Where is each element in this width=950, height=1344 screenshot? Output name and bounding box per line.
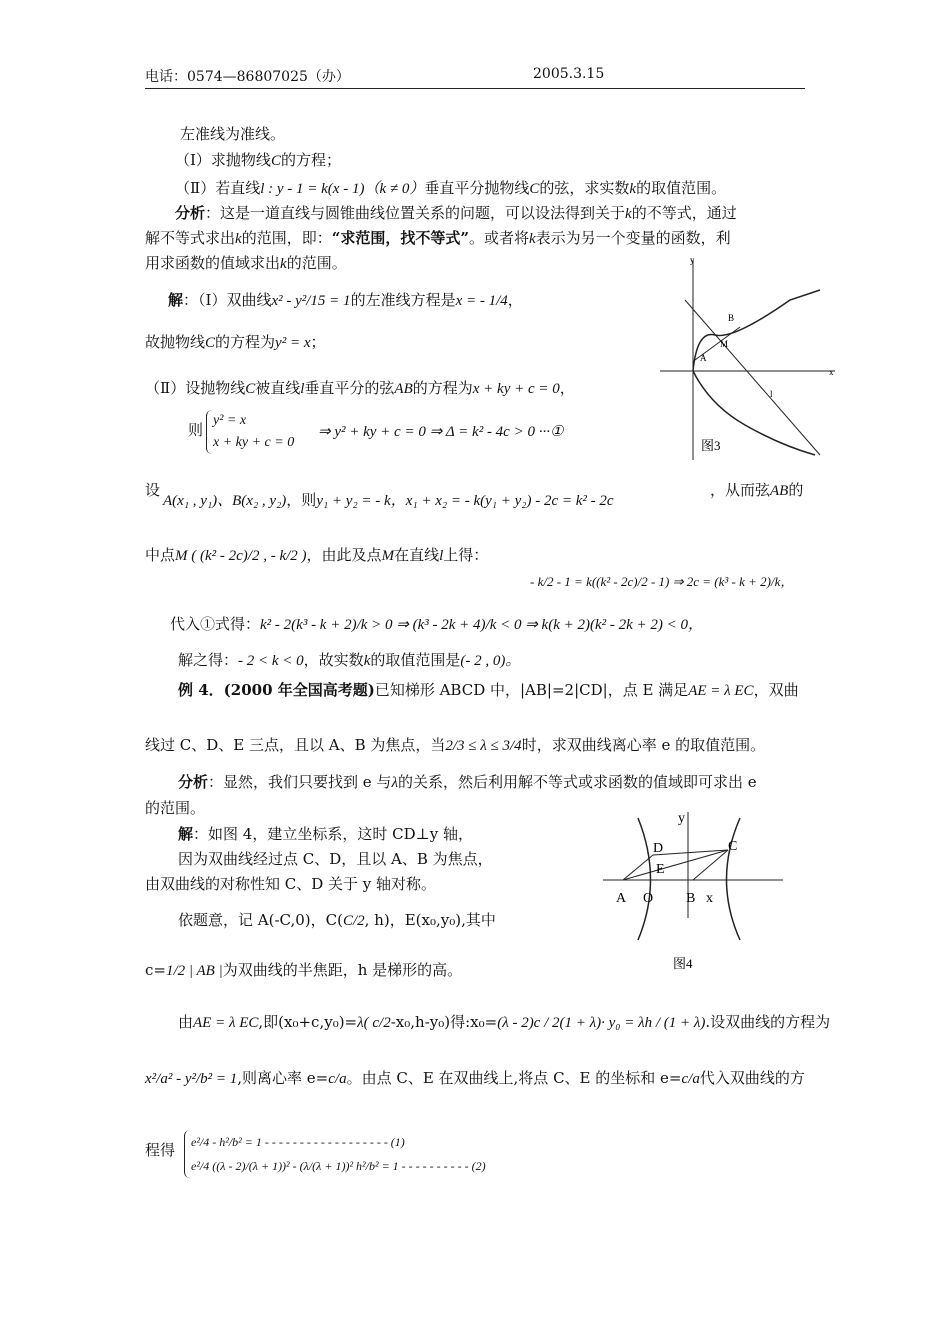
equation-system-2: e²/4 - h²/b² = 1 - - - - - - - - - - - - - - - - - - (1) e²/4 ((λ - 2)/(λ + 1))² - (λ/(λ + 1))² h²/b² = 1 - - - - - - - - - - (2) (184, 1130, 486, 1178)
text-line: （Ⅱ）若直线l : y - 1 = k(x - 1)（k ≠ 0）垂直平分抛物线C的弦，求实数k的取值范围。 (175, 179, 727, 197)
text-line: 解：如图 4，建立坐标系，这时 CD⊥y 轴， (178, 825, 473, 843)
fig4-label-y: y (678, 811, 685, 826)
text-line: 故抛物线C的方程为y² = x； (145, 333, 326, 351)
math-line-eq: l : y - 1 = k(x - 1)（k ≠ 0） (260, 181, 425, 197)
page-header (145, 66, 805, 89)
text-line: 程得 (145, 1141, 176, 1159)
text-line: 线过 C、D、E 三点，且以 A、B 为焦点，当2/3 ≤ λ ≤ 3/4时，求双曲线离心率 e 的取值范围。 (145, 736, 766, 754)
fig4-label-B: B (686, 891, 696, 906)
math-hyperbola: x² - y²/15 = 1 (271, 293, 351, 309)
text-line: 因为双曲线经过点 C、D，且以 A、B 为焦点， (178, 850, 493, 868)
text-line: ，从而弦AB的 (710, 481, 804, 499)
text-line: 解之得：- 2 < k < 0，故实数k的取值范围是(- 2 , 0)。 (178, 651, 521, 669)
text-line: 解：（Ⅰ）双曲线x² - y²/15 = 1的左准线方程是x = - 1/4， (168, 291, 523, 309)
fig4-label-O: O (643, 891, 654, 906)
text-line: 分析：这是一道直线与圆锥曲线位置关系的问题，可以设法得到关于k的不等式，通过 (175, 204, 737, 222)
text-line: 由双曲线的对称性知 C、D 关于 y 轴对称。 (145, 875, 437, 893)
math-parabola: y² = x (275, 335, 311, 351)
text-line: c=1/2 | AB |为双曲线的半焦距，h 是梯形的高。 (145, 961, 463, 979)
math-vector: AE = λ EC (688, 683, 754, 699)
fig3-label-l: l (770, 389, 773, 399)
text-line: （Ⅱ）设抛物线C被直线l垂直平分的弦AB的方程为x + ky + c = 0， (145, 379, 575, 397)
text-line: 由AE = λ EC,即(x₀+c,y₀)=λ( c/2-x₀,h-y₀)得:x₀=(λ - 2)c / 2(1 + λ)· y₀ = λh / (1 + λ).设双曲线的方程为 (178, 1013, 831, 1031)
text-line: 左准线为准线。 (180, 125, 286, 143)
math-discriminant: ⇒ y² + ky + c = 0 ⇒ Δ = k² - 4c > 0 ···① (318, 424, 564, 440)
fig4-caption: 图4 (673, 956, 693, 971)
fig4-label-A: A (616, 891, 627, 906)
math-mid-eq: - k/2 - 1 = k((k² - 2c)/2 - 1) ⇒ 2c = (k³ - k + 2)/k， (530, 574, 794, 589)
fig4-label-C: C (728, 839, 738, 854)
equation-system-1: y² = x x + ky + c = 0 (206, 410, 294, 454)
text-line: 设 (145, 481, 161, 499)
fig4-label-D: D (653, 841, 664, 856)
fig3-label-B: B (728, 313, 735, 323)
fig4-label-x: x (706, 891, 713, 906)
text-line: 解不等式求出k的范围，即：“求范围，找不等式”。或者将k表示为另一个变量的函数，利 (145, 229, 731, 247)
header-phone: 电话：0574—86807025（办） (145, 69, 350, 85)
text-line: 代入①式得：k² - 2(k³ - k + 2)/k > 0 ⇒ (k³ - 2k + 4)/k < 0 ⇒ k(k + 2)(k² - 2k + 2) < 0， (170, 615, 704, 633)
fig3-label-x: x (829, 367, 834, 377)
fig3-caption: 图3 (701, 438, 721, 453)
figure-3 (655, 255, 845, 470)
text-line: 中点M ( (k² - 2c)/2 , - k/2 )，由此及点M在直线l上得： (145, 546, 489, 564)
text-line: A(x₁ , y₁)、B(x₂ , y₂)，则y₁ + y₂ = - k，x₁ + x₂ = - k(y₁ + y₂) - 2c = k² - 2c (163, 491, 614, 509)
text-line: 分析：显然，我们只要找到 e 与λ的关系，然后利用解不等式或求函数的值域即可求出 e (178, 773, 757, 791)
math-inequality: k² - 2(k³ - k + 2)/k > 0 ⇒ (k³ - 2k + 4)/k < 0 ⇒ k(k + 2)(k² - 2k + 2) < 0， (260, 617, 704, 633)
math-C: C (270, 153, 281, 169)
text-line: 例 4．(2000 年全国高考题)已知梯形 ABCD 中，|AB|=2|CD|，点 E 满足AE = λ EC，双曲 (178, 681, 799, 699)
text-line: x²/a² - y²/b² = 1,则离心率 e=c/a。由点 C、E 在双曲线上,将点 C、E 的坐标和 e=c/a代入双曲线的方 (145, 1069, 805, 1087)
text-line: （Ⅰ）求抛物线C的方程； (175, 151, 341, 169)
fig4-label-E: E (656, 862, 665, 877)
math-chord: x + ky + c = 0 (472, 381, 560, 397)
math-lambda-range: 2/3 ≤ λ ≤ 3/4 (445, 738, 522, 754)
text-line: 用求函数的值域求出k的范围。 (145, 254, 347, 272)
figure-4 (598, 800, 793, 980)
math-directrix: x = - 1/4 (455, 293, 508, 309)
text-line: 的范围。 (145, 799, 206, 817)
text-line: 则 (188, 421, 204, 439)
fig3-label-M: M (720, 339, 729, 349)
header-date: 2005.3.15 (533, 66, 605, 82)
fig3-label-A: A (700, 353, 707, 363)
math-midpoint: M ( (k² - 2c)/2 , - k/2 ) (175, 548, 307, 564)
text-line: 依题意，记 A(-C,0)，C(C/2, h)，E(x₀,y₀),其中 (178, 911, 496, 929)
fig3-label-y: y (690, 255, 695, 265)
